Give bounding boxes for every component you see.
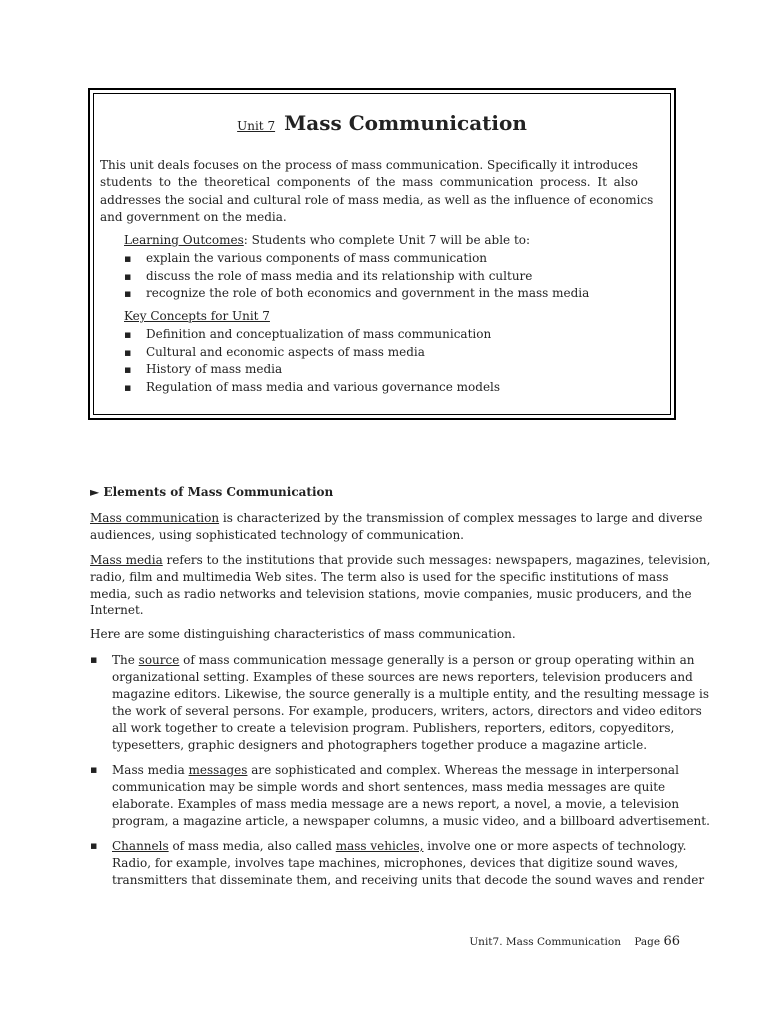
unit-title [88,111,676,135]
bullet-line: organizational setting. Examples of these sources are news reporters, television producers and [112,669,693,684]
key-concepts-label: Key Concepts for Unit 7 [124,309,270,323]
learning-outcomes-text: : Students who complete Unit 7 will be able to: [243,233,531,247]
bullet-line: program, a magazine article, a newspaper columns, a music video, and a billboard advertisement. [112,813,710,828]
bullet-line-text: are sophisticated and complex. Whereas the message in interpersonal [247,763,679,777]
bullet-source [90,652,709,753]
outcome-item: ▪ explain the various components of mass communication [124,250,589,268]
paragraph-mass-media [90,552,711,619]
bullet-line: all work together to create a television program. Publishers, reporters, editors, copyeditors, [112,720,675,735]
unit-name: Mass Communication [284,111,527,135]
bullet-line [112,762,710,779]
bullet-channels [90,838,704,889]
unit-intro [100,157,654,226]
bullet-square-icon: ▪ [90,763,98,776]
concept-item: ▪ Definition and conceptualization of mass communication [124,326,500,344]
bullet-line: elaborate. Examples of mass media message are a news report, a novel, a movie, a television [112,796,680,811]
para-line: Here are some distinguishing characteristics of mass communication. [90,627,516,641]
bullet-line-text: of mass communication message generally is a person or group operating within an [179,653,695,667]
term-channels: Channels [112,839,169,853]
page-footer [469,934,680,949]
bullet-line: Radio, for example, involves tape machines, microphones, devices that digitize sound waves, [112,855,679,870]
section-heading [90,485,333,499]
paragraph-characteristics-intro [90,626,682,643]
term-source: source [138,653,180,667]
bullet-line-text: involve one or more aspects of technology. [423,839,687,853]
learning-outcomes-heading [124,233,530,247]
unit-prefix: Unit 7 [237,119,276,133]
term-mass-vehicles: mass vehicles, [335,839,424,853]
bullet-messages [90,762,710,830]
bullet-square-icon: ▪ [90,653,98,666]
concept-item: ▪ Regulation of mass media and various governance models [124,379,500,397]
bullet-line-text: The [112,653,139,667]
page-number: 66 [663,934,680,949]
para-line [90,552,711,569]
section-heading-text: Elements of Mass Communication [103,485,334,499]
bullet-line [112,838,704,855]
bullet-line [112,652,709,669]
footer-unit: Unit7. Mass Communication [469,936,621,948]
para-line-text: refers to the institutions that provide such messages: newspapers, magazines, television, [162,553,711,567]
bullet-line-text: Mass media [112,763,189,777]
para-line [90,510,703,527]
outcome-item: ▪ recognize the role of both economics and government in the mass media [124,285,589,303]
learning-outcomes-list [124,250,589,303]
key-concepts-heading [124,309,270,323]
bullet-line: magazine editors. Likewise, the source generally is a multiple entity, and the resulting message is [112,686,710,701]
concept-item: ▪ Cultural and economic aspects of mass media [124,344,500,362]
key-concepts-list [124,326,500,396]
bullet-line: transmitters that disseminate them, and receiving units that decode the sound waves and render [112,872,705,887]
learning-outcomes-label: Learning Outcomes [124,233,244,247]
section-marker-icon: ► [90,485,100,499]
intro-line: addresses the social and cultural role of mass media, as well as the influence of economics [100,192,654,207]
para-line: radio, film and multimedia Web sites. The term also is used for the specific institutions of mass [90,569,669,584]
term-mass-communication: Mass communication [90,511,220,525]
bullet-line: communication may be simple words and short sentences, mass media messages are quite [112,779,666,794]
para-line: audiences, using sophisticated technology of communication. [90,527,464,542]
term-messages: messages [188,763,248,777]
para-line-text: is characterized by the transmission of complex messages to large and diverse [219,511,703,525]
para-line: Internet. [90,603,144,618]
term-mass-media: Mass media [90,553,163,567]
footer-page-label: Page [634,936,661,948]
outcome-item: ▪ discuss the role of mass media and its relationship with culture [124,268,589,286]
bullet-square-icon: ▪ [90,839,98,852]
bullet-line: the work of several persons. For example, producers, writers, actors, directors and video editors [112,703,702,718]
intro-line: and government on the media. [100,209,287,224]
bullet-line: typesetters, graphic designers and photographers together produce a magazine article. [112,737,648,752]
concept-item: ▪ History of mass media [124,361,500,379]
bullet-line-text: of mass media, also called [168,839,336,853]
paragraph-mass-communication [90,510,703,544]
intro-line: students to the theoretical components of the mass communication process. It also [100,175,638,190]
intro-line: This unit deals focuses on the process of mass communication. Specifically it introduces [100,158,638,172]
para-line: media, such as radio networks and television stations, movie companies, music producers, and the [90,586,692,601]
